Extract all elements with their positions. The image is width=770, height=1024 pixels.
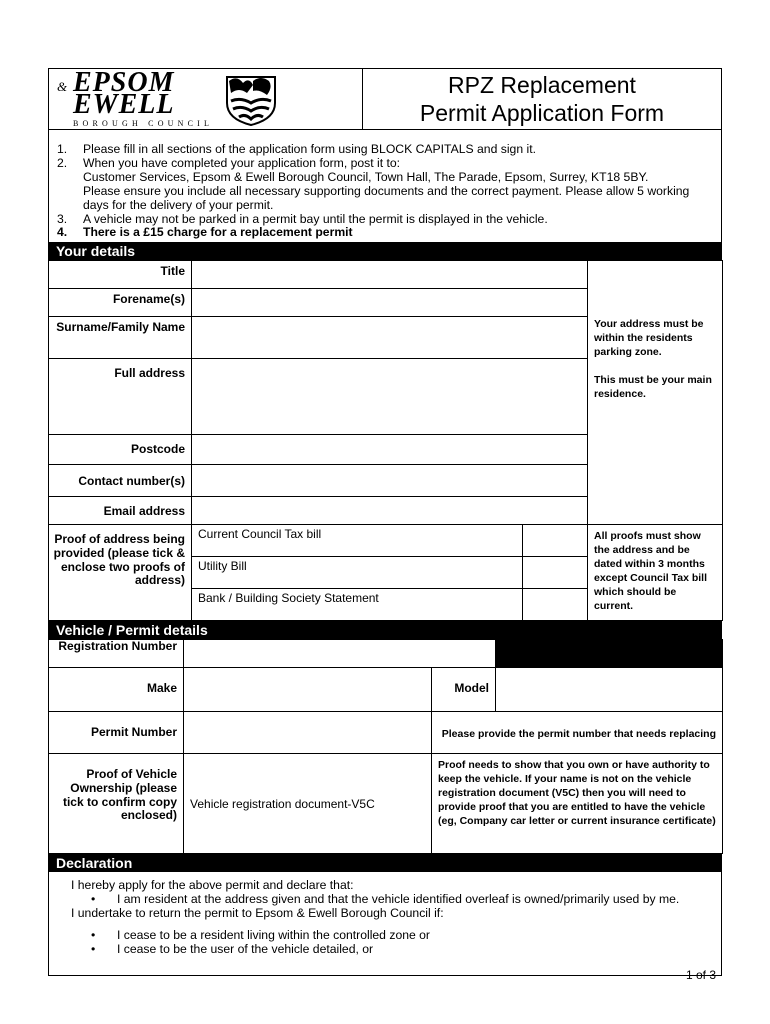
permit-number-note: Please provide the permit number that needs replacing — [432, 712, 723, 754]
registration-field[interactable] — [184, 640, 496, 668]
model-field[interactable] — [496, 668, 723, 712]
postcode-field[interactable] — [192, 435, 588, 465]
instruction-item: 3. A vehicle may not be parked in a permit bay until the permit is displayed in the vehicle. — [57, 211, 548, 226]
postcode-label: Postcode — [49, 435, 192, 465]
council-logo — [49, 69, 363, 129]
declaration-text — [48, 872, 722, 976]
your-details-table — [48, 260, 723, 621]
make-field[interactable] — [184, 668, 432, 712]
proof-of-address-label: Proof of address being provided (please tick & enclose two proofs of address) — [49, 525, 192, 621]
your-details-heading: Your details — [48, 242, 722, 260]
form-page — [48, 68, 722, 976]
bank-statement-option: Bank / Building Society Statement — [192, 589, 523, 621]
full-address-field[interactable] — [192, 359, 588, 435]
model-label: Model — [432, 668, 496, 712]
form-title-line-1: RPZ Replacement — [448, 72, 636, 98]
title-field[interactable] — [192, 261, 588, 289]
proof-note: All proofs must show the address and be dated within 3 months except Council Tax bill which should be current. — [588, 525, 723, 621]
form-header — [48, 68, 722, 130]
ownership-label: Proof of Vehicle Ownership (please tick to confirm copy enclosed) — [49, 754, 184, 854]
logo-ewell-text: EWELL — [73, 89, 175, 120]
instruction-item: 2. When you have completed your application form, post it to: Customer Services, Epsom & Ewell Borough Council, Town Hall, The Parade, Epsom, Surrey, KT18 5BY. Please ensure you include all necessary supporting documents and the correct payment. Please allow 5 working days for the delivery of your permit. — [57, 155, 690, 212]
ownership-note: Proof needs to show that you own or have authority to keep the vehicle. If your name is not on the vehicle registration document (V5C) then you will need to provide proof that you are entitled to have the vehicle (eg, Company car letter or current insurance certificate) — [432, 754, 723, 854]
form-title-line-2: Permit Application Form — [419, 100, 665, 126]
logo-epsom-text: EPSOM — [73, 67, 175, 98]
instruction-item: 1. Please fill in all sections of the application form using BLOCK CAPITALS and sign it. — [57, 142, 536, 156]
address-note: Your address must be within the residents parking zone. This must be your main residence. — [588, 261, 723, 525]
declaration-heading: Declaration — [48, 854, 722, 872]
utility-bill-option: Utility Bill — [192, 557, 523, 589]
instruction-text: Please ensure you include all necessary supporting documents and the correct payment. Please allow 5 working days for the delivery of your permit. — [83, 183, 690, 212]
v5c-option[interactable]: Vehicle registration document-V5C — [184, 754, 432, 854]
vehicle-details-heading: Vehicle / Permit details — [48, 621, 722, 639]
council-tax-bill-option: Current Council Tax bill — [192, 525, 523, 557]
permit-number-label: Permit Number — [49, 712, 184, 754]
declaration-undertake: I undertake to return the permit to Epsom & Ewell Borough Council if: — [71, 906, 444, 920]
full-address-label: Full address — [49, 359, 192, 435]
contact-number-field[interactable] — [192, 465, 588, 497]
email-label: Email address — [49, 497, 192, 525]
title-label: Title — [49, 261, 192, 289]
surname-field[interactable] — [192, 317, 588, 359]
contact-number-label: Contact number(s) — [49, 465, 192, 497]
vehicle-details-table — [48, 639, 723, 854]
forename-field[interactable] — [192, 289, 588, 317]
page-number: 1 of 3 — [685, 968, 716, 982]
email-field[interactable] — [192, 497, 588, 525]
instruction-item-charge: 4. There is a £15 charge for a replacement permit — [57, 225, 353, 240]
declaration-bullet: • I cease to be the user of the vehicle detailed, or — [91, 942, 374, 956]
form-title — [363, 69, 721, 129]
permit-number-field[interactable] — [184, 712, 432, 754]
instruction-text: When you have completed your application form, post it to: — [83, 155, 401, 170]
council-tax-bill-checkbox[interactable] — [523, 525, 588, 557]
council-postal-address: Customer Services, Epsom & Ewell Borough Council, Town Hall, The Parade, Epsom, Surrey, KT18 5BY. — [83, 169, 649, 184]
logo-ampersand: & — [57, 79, 68, 94]
council-crest-icon — [223, 73, 279, 127]
instructions-list — [48, 130, 722, 242]
surname-label: Surname/Family Name — [49, 317, 192, 359]
make-label: Make — [49, 668, 184, 712]
utility-bill-checkbox[interactable] — [523, 557, 588, 589]
registration-label: Registration Number — [49, 640, 184, 668]
forename-label: Forename(s) — [49, 289, 192, 317]
declaration-intro: I hereby apply for the above permit and declare that: — [71, 878, 354, 892]
logo-borough-council-text: BOROUGH COUNCIL — [73, 119, 214, 128]
blank-shaded-cell — [496, 640, 723, 668]
bank-statement-checkbox[interactable] — [523, 589, 588, 621]
declaration-bullet: • I cease to be a resident living within the controlled zone or — [91, 928, 430, 942]
declaration-bullet: • I am resident at the address given and that the vehicle identified overleaf is owned/primarily used by me. — [91, 892, 680, 906]
